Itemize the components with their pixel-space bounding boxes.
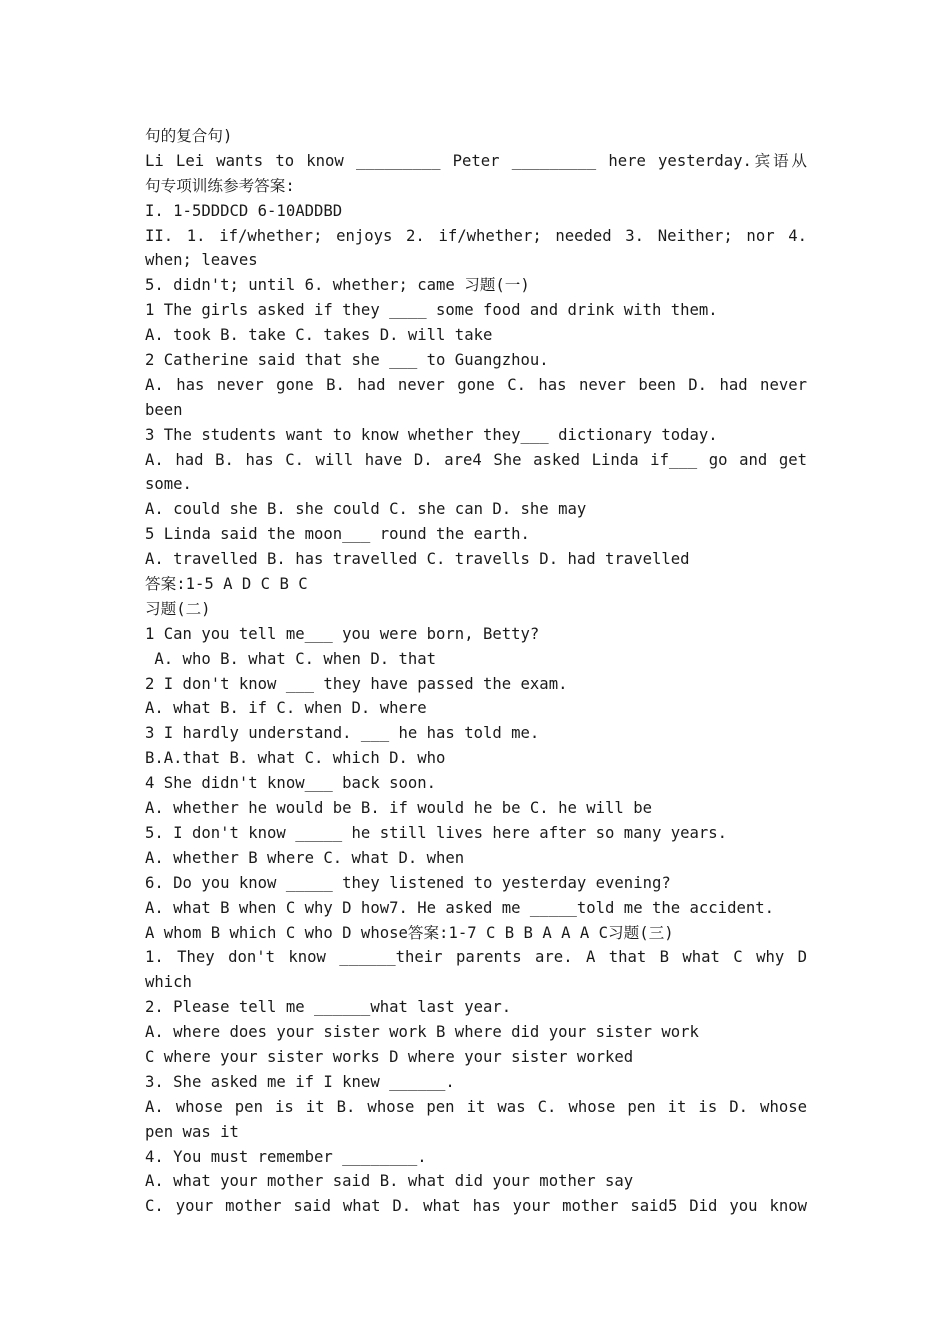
text-line: 2 Catherine said that she ___ to Guangzhou. [145, 351, 549, 370]
text-line: some. [145, 475, 192, 494]
text-line: 1 Can you tell me___ you were born, Betty? [145, 624, 540, 643]
text-line: A. what your mother said B. what did your mother say [145, 1172, 634, 1191]
text-line: A. could she B. she could C. she can D. she may [145, 500, 587, 519]
text-line: C where your sister works D where your sister worked [145, 1047, 634, 1066]
text-line: A. who B. what C. when D. that [145, 649, 437, 668]
text-line: been [145, 400, 183, 419]
text-line: A. has never gone B. had never gone C. has never been D. had never [145, 375, 807, 394]
text-line: A. took B. take C. takes D. will take [145, 326, 493, 345]
text-line: 1. They don't know ______their parents are. A that B what C why D [145, 948, 807, 967]
text-line: B.A.that B. what C. which D. who [145, 749, 446, 768]
text-line: A. where does your sister work B where did your sister work [145, 1023, 699, 1042]
text-line: which [145, 973, 192, 992]
text-line: A. travelled B. has travelled C. travells D. had travelled [145, 550, 690, 569]
text-line: C. your mother said what D. what has your mother said5 Did you know [145, 1197, 807, 1216]
text-line: pen was it [145, 1122, 239, 1141]
text-line: 3 The students want to know whether they___ dictionary today. [145, 425, 718, 444]
text-line: 答案:1-5 A D C B C [145, 575, 308, 594]
text-line: 3. She asked me if I knew ______. [145, 1072, 455, 1091]
text-line: 2 I don't know ___ they have passed the exam. [145, 674, 568, 693]
text-line: A. what B. if C. when D. where [145, 699, 427, 718]
text-line: 5. didn't; until 6. whether; came 习题(一) [145, 276, 530, 295]
text-line: 3 I hardly understand. ___ he has told me. [145, 724, 540, 743]
text-line: 1 The girls asked if they ____ some food and drink with them. [145, 301, 718, 320]
text-line: Li Lei wants to know _________ Peter _________ here yesterday.宾语从 [145, 151, 807, 170]
text-line: I. 1-5DDDCD 6-10ADDBD [145, 201, 343, 220]
text-line: 习题(二) [145, 599, 211, 618]
text-line: II. 1. if/whether; enjoys 2. if/whether; needed 3. Neither; nor 4. [145, 226, 807, 245]
text-line: A. whether he would be B. if would he be C. he will be [145, 799, 652, 818]
text-line: 4 She didn't know___ back soon. [145, 774, 437, 793]
text-line: 2. Please tell me ______what last year. [145, 998, 512, 1017]
text-line: 6. Do you know _____ they listened to yesterday evening? [145, 873, 671, 892]
text-line: 句的复合句) [145, 127, 233, 145]
text-line: A. whether B where C. what D. when [145, 848, 465, 867]
text-line: A whom B which C who D whose答案:1-7 C B B A A A C习题(三) [145, 923, 674, 942]
text-line: A. what B when C why D how7. He asked me _____told me the accident. [145, 898, 775, 917]
text-line: 5 Linda said the moon___ round the earth. [145, 525, 530, 544]
text-line: 4. You must remember ________. [145, 1147, 427, 1166]
text-line: A. whose pen is it B. whose pen it was C. whose pen it is D. whose [145, 1097, 807, 1116]
text-line: when; leaves [145, 251, 258, 270]
document-page [145, 124, 807, 1219]
text-line: 5. I don't know _____ he still lives here after so many years. [145, 823, 728, 842]
text-line: A. had B. has C. will have D. are4 She asked Linda if___ go and get [145, 450, 807, 469]
text-line: 句专项训练参考答案: [145, 176, 295, 195]
